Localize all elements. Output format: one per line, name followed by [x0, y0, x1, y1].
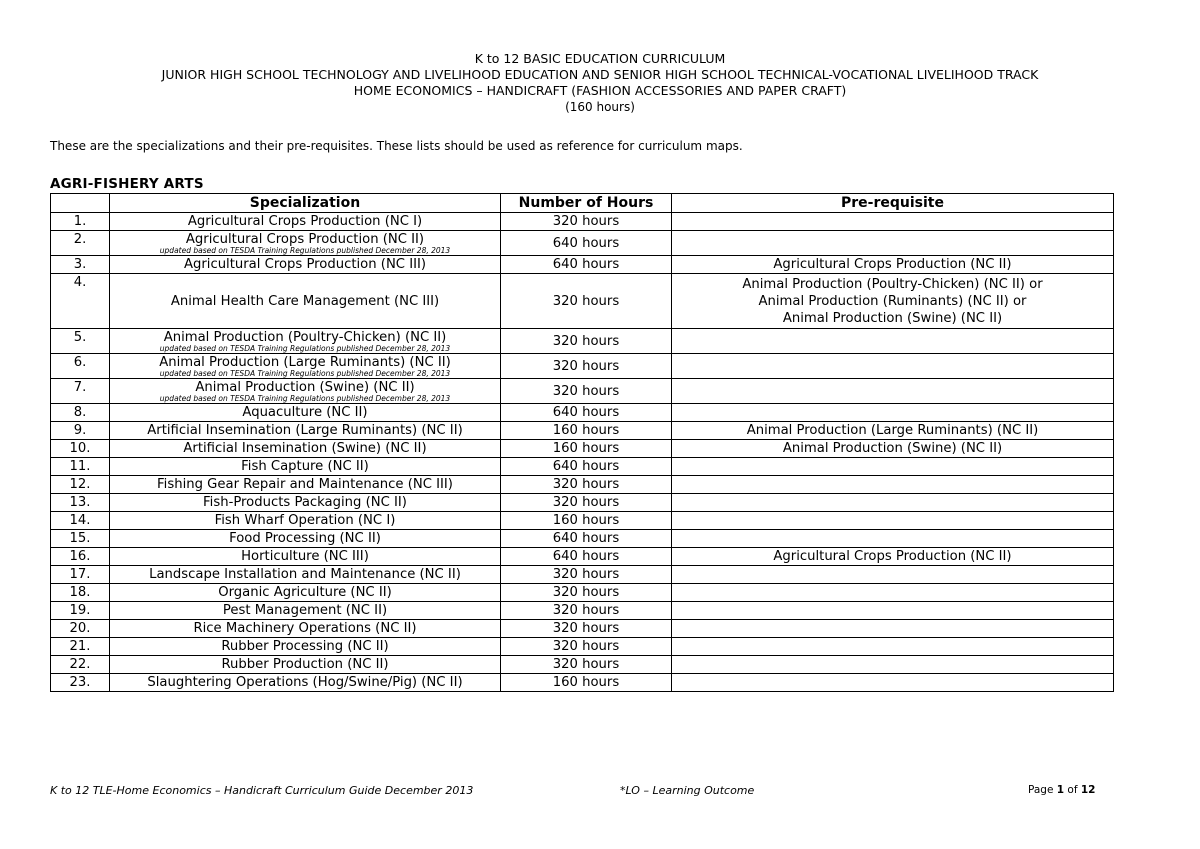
specialization-cell: [110, 354, 501, 379]
hours-cell: 640 hours: [501, 548, 672, 566]
table-row: [51, 512, 1114, 530]
prerequisite-cell: Agricultural Crops Production (NC II): [672, 548, 1114, 566]
specialization-table: [50, 193, 1114, 692]
table-row: [51, 494, 1114, 512]
hours-cell: 320 hours: [501, 638, 672, 656]
header-prerequisite: Pre-requisite: [672, 194, 1114, 213]
row-number: 21.: [51, 638, 110, 656]
specialization-name: Agricultural Crops Production (NC I): [187, 214, 423, 229]
specialization-name: Animal Health Care Management (NC III): [170, 293, 440, 309]
specialization-cell: [110, 256, 501, 274]
specialization-name: Artificial Insemination (Swine) (NC II): [183, 441, 427, 456]
specialization-cell: [110, 548, 501, 566]
page-number: [1028, 784, 1096, 796]
header-hours: Number of Hours: [501, 194, 672, 213]
row-number: 8.: [51, 404, 110, 422]
header-specialization: Specialization: [110, 194, 501, 213]
row-number: 18.: [51, 584, 110, 602]
specialization-name: Fish Wharf Operation (NC I): [214, 513, 396, 528]
hours-cell: 160 hours: [501, 674, 672, 692]
hours-cell: 320 hours: [501, 602, 672, 620]
table-row: [51, 458, 1114, 476]
row-number: 19.: [51, 602, 110, 620]
specialization-name: Artificial Insemination (Large Ruminants) (NC II): [147, 423, 463, 438]
specialization-cell: [110, 379, 501, 404]
update-note: updated based on TESDA Training Regulations published December 28, 2013: [159, 394, 451, 403]
hours-cell: 640 hours: [501, 256, 672, 274]
row-number: 9.: [51, 422, 110, 440]
hours-cell: 320 hours: [501, 354, 672, 379]
specialization-cell: [110, 274, 501, 329]
specialization-name: Pest Management (NC II): [222, 603, 388, 618]
intro-text: These are the specializations and their pre-requisites. These lists should be used as reference for curriculum maps.: [50, 139, 743, 153]
hours-cell: 320 hours: [501, 620, 672, 638]
table-row: [51, 422, 1114, 440]
prerequisite-cell: Animal Production (Poultry-Chicken) (NC II) or Animal Production (Ruminants) (NC II) or Animal Production (Swine) (NC II): [672, 274, 1114, 329]
hours-cell: 640 hours: [501, 458, 672, 476]
prerequisite-cell: Agricultural Crops Production (NC II): [672, 256, 1114, 274]
specialization-name: Agricultural Crops Production (NC II): [185, 232, 425, 247]
update-note: updated based on TESDA Training Regulations published December 28, 2013: [159, 369, 451, 378]
header-line-2: JUNIOR HIGH SCHOOL TECHNOLOGY AND LIVELIHOOD EDUCATION AND SENIOR HIGH SCHOOL TECHNICAL-VOCATIONAL LIVELIHOOD TRACK: [161, 67, 1039, 82]
table-row: [51, 584, 1114, 602]
prerequisite-cell: [672, 620, 1114, 638]
prerequisite-cell: [672, 512, 1114, 530]
hours-cell: 320 hours: [501, 656, 672, 674]
specialization-name: Aquaculture (NC II): [242, 405, 368, 420]
row-number: 16.: [51, 548, 110, 566]
prerequisite-cell: [672, 476, 1114, 494]
prerequisite-cell: [672, 379, 1114, 404]
specialization-name: Animal Production (Swine) (NC II): [195, 380, 415, 395]
table-row: [51, 530, 1114, 548]
table-row: [51, 620, 1114, 638]
update-note: updated based on TESDA Training Regulations published December 28, 2013: [159, 344, 451, 353]
hours-cell: 320 hours: [501, 379, 672, 404]
specialization-name: Fishing Gear Repair and Maintenance (NC III): [157, 477, 453, 492]
prerequisite-cell: [672, 602, 1114, 620]
specialization-cell: [110, 530, 501, 548]
hours-cell: 320 hours: [501, 566, 672, 584]
row-number: 22.: [51, 656, 110, 674]
row-number: 1.: [51, 213, 110, 231]
row-number: 5.: [51, 329, 110, 354]
hours-cell: 160 hours: [501, 440, 672, 458]
hours-cell: 160 hours: [501, 512, 672, 530]
header-line-1: K to 12 BASIC EDUCATION CURRICULUM: [474, 51, 726, 66]
specialization-name: Food Processing (NC II): [229, 531, 381, 546]
table-row: [51, 379, 1114, 404]
row-number: 15.: [51, 530, 110, 548]
specialization-cell: [110, 458, 501, 476]
specialization-cell: [110, 566, 501, 584]
row-number: 14.: [51, 512, 110, 530]
specialization-cell: [110, 440, 501, 458]
row-number: 12.: [51, 476, 110, 494]
prerequisite-cell: [672, 404, 1114, 422]
header-line-4: (160 hours): [565, 100, 635, 114]
page-total: 12: [1080, 784, 1096, 796]
specialization-cell: [110, 512, 501, 530]
row-number: 10.: [51, 440, 110, 458]
hours-cell: 320 hours: [501, 584, 672, 602]
prerequisite-cell: [672, 231, 1114, 256]
hours-cell: 320 hours: [501, 274, 672, 329]
footer-lo-note: *LO – Learning Outcome: [620, 784, 755, 797]
table-row: [51, 440, 1114, 458]
table-row: [51, 602, 1114, 620]
document-header: [0, 51, 1200, 115]
specialization-name: Landscape Installation and Maintenance (NC II): [149, 567, 461, 582]
table-row: [51, 256, 1114, 274]
page-of: of: [1064, 784, 1081, 796]
update-note: updated based on TESDA Training Regulations published December 28, 2013: [159, 246, 451, 255]
prerequisite-cell: [672, 566, 1114, 584]
specialization-cell: [110, 231, 501, 256]
table-row: [51, 213, 1114, 231]
prerequisite-cell: [672, 656, 1114, 674]
specialization-cell: [110, 404, 501, 422]
header-number: [51, 194, 110, 213]
table-row: [51, 638, 1114, 656]
specialization-name: Fish-Products Packaging (NC II): [203, 495, 407, 510]
table-row: [51, 274, 1114, 329]
table-row: [51, 231, 1114, 256]
prerequisite-cell: [672, 584, 1114, 602]
specialization-name: Slaughtering Operations (Hog/Swine/Pig) (NC II): [147, 675, 463, 690]
row-number: 17.: [51, 566, 110, 584]
table-row: [51, 354, 1114, 379]
prerequisite-cell: [672, 354, 1114, 379]
specialization-cell: [110, 602, 501, 620]
specialization-cell: [110, 213, 501, 231]
specialization-name: Rice Machinery Operations (NC II): [193, 621, 417, 636]
specialization-cell: [110, 476, 501, 494]
hours-cell: 640 hours: [501, 404, 672, 422]
hours-cell: 640 hours: [501, 231, 672, 256]
section-title: AGRI-FISHERY ARTS: [50, 176, 204, 192]
hours-cell: 320 hours: [501, 494, 672, 512]
prerequisite-cell: [672, 530, 1114, 548]
specialization-name: Agricultural Crops Production (NC III): [183, 257, 427, 272]
header-line-3: HOME ECONOMICS – HANDICRAFT (FASHION ACCESSORIES AND PAPER CRAFT): [353, 83, 847, 98]
specialization-cell: [110, 674, 501, 692]
hours-cell: 320 hours: [501, 213, 672, 231]
table-row: [51, 656, 1114, 674]
specialization-name: Rubber Production (NC II): [221, 657, 389, 672]
table-row: [51, 404, 1114, 422]
specialization-name: Rubber Processing (NC II): [221, 639, 389, 654]
row-number: 20.: [51, 620, 110, 638]
specialization-name: Organic Agriculture (NC II): [218, 585, 392, 600]
prerequisite-cell: Animal Production (Large Ruminants) (NC II): [672, 422, 1114, 440]
page-prefix: Page: [1028, 784, 1057, 796]
specialization-name: Fish Capture (NC II): [241, 459, 369, 474]
row-number: 13.: [51, 494, 110, 512]
prerequisite-cell: [672, 329, 1114, 354]
table-body: [51, 213, 1114, 692]
specialization-cell: [110, 422, 501, 440]
hours-cell: 160 hours: [501, 422, 672, 440]
prerequisite-cell: [672, 674, 1114, 692]
specialization-cell: [110, 329, 501, 354]
prerequisite-cell: [672, 213, 1114, 231]
row-number: 4.: [51, 274, 110, 329]
page-current: 1: [1056, 784, 1065, 796]
table-row: [51, 548, 1114, 566]
specialization-cell: [110, 494, 501, 512]
hours-cell: 320 hours: [501, 476, 672, 494]
table-row: [51, 476, 1114, 494]
hours-cell: 320 hours: [501, 329, 672, 354]
table-header-row: [51, 194, 1114, 213]
specialization-name: Animal Production (Large Ruminants) (NC II): [159, 355, 451, 370]
row-number: 7.: [51, 379, 110, 404]
hours-cell: 640 hours: [501, 530, 672, 548]
prerequisite-cell: Animal Production (Swine) (NC II): [672, 440, 1114, 458]
table-row: [51, 674, 1114, 692]
specialization-name: Horticulture (NC III): [241, 549, 369, 564]
row-number: 3.: [51, 256, 110, 274]
table-row: [51, 329, 1114, 354]
specialization-cell: [110, 638, 501, 656]
row-number: 23.: [51, 674, 110, 692]
specialization-cell: [110, 656, 501, 674]
specialization-name: Animal Production (Poultry-Chicken) (NC II): [163, 330, 447, 345]
row-number: 11.: [51, 458, 110, 476]
prerequisite-cell: [672, 638, 1114, 656]
row-number: 2.: [51, 231, 110, 256]
specialization-cell: [110, 584, 501, 602]
specialization-cell: [110, 620, 501, 638]
prerequisite-cell: [672, 494, 1114, 512]
footer-guide-title: K to 12 TLE-Home Economics – Handicraft Curriculum Guide December 2013: [50, 784, 474, 797]
row-number: 6.: [51, 354, 110, 379]
table-row: [51, 566, 1114, 584]
prerequisite-cell: [672, 458, 1114, 476]
